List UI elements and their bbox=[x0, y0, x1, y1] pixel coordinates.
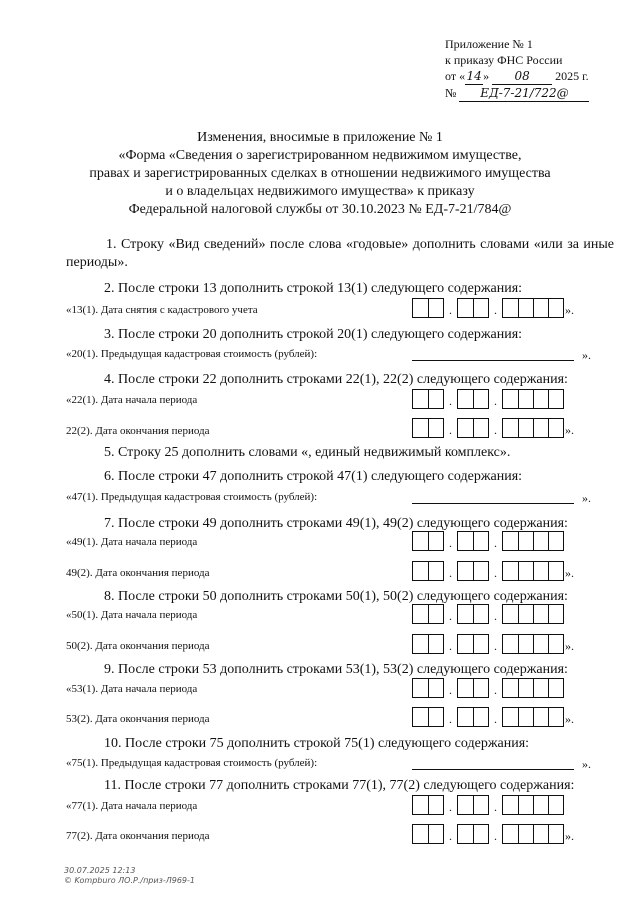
date-boxes-13-1: . . ». bbox=[412, 298, 574, 318]
date-boxes-50-1: . . bbox=[412, 604, 564, 624]
month-cells bbox=[457, 298, 489, 318]
item-7: 7. После строки 49 дополнить строками 49(1), 49(2) следующего содержания: bbox=[104, 516, 568, 531]
order-number: ЕД-7-21/722@ bbox=[459, 85, 589, 102]
item-10: 10. После строки 75 дополнить строкой 75(1) следующего содержания: bbox=[104, 736, 530, 751]
date-month: 08 bbox=[492, 68, 552, 85]
print-footer bbox=[64, 866, 195, 886]
title-line: Федеральной налоговой службы от 30.10.2023 № ЕД-7-21/784@ bbox=[128, 202, 512, 217]
field-label-49-1: «49(1). Дата начала периода bbox=[66, 536, 198, 548]
field-label-77-1: «77(1). Дата начала периода bbox=[66, 800, 198, 812]
item-1: 1. Строку «Вид сведений» после слова «годовые» дополнить словами «или за иные периоды». bbox=[66, 237, 614, 270]
year-cells bbox=[502, 298, 564, 318]
day-cells bbox=[412, 298, 444, 318]
date-boxes-77-1: . . bbox=[412, 795, 564, 815]
item-3: 3. После строки 20 дополнить строкой 20(1) следующего содержания: bbox=[104, 327, 523, 342]
date-prefix: от « bbox=[445, 69, 466, 83]
date-year: 2025 г. bbox=[555, 69, 589, 83]
value-line-75-1 bbox=[412, 757, 574, 770]
end-mark: ». bbox=[582, 348, 591, 362]
field-label-50-1: «50(1). Дата начала периода bbox=[66, 609, 198, 621]
field-label-20-1: «20(1). Предыдущая кадастровая стоимость (рублей): bbox=[66, 348, 318, 360]
date-boxes-77-2: . . ». bbox=[412, 824, 574, 844]
appendix-header bbox=[445, 36, 589, 102]
number-prefix: № bbox=[445, 86, 457, 100]
title-line: «Форма «Сведения о зарегистрированном недвижимом имуществе, bbox=[118, 148, 522, 163]
field-label-13-1: «13(1). Дата снятия с кадастрового учета bbox=[66, 304, 258, 316]
date-boxes-22-2: . . ». bbox=[412, 418, 574, 438]
field-label-53-1: «53(1). Дата начала периода bbox=[66, 683, 198, 695]
field-label-47-1: «47(1). Предыдущая кадастровая стоимость (рублей): bbox=[66, 491, 318, 503]
field-label-22-2: 22(2). Дата окончания периода bbox=[66, 425, 210, 437]
date-boxes-50-2: . . ». bbox=[412, 634, 574, 654]
appendix-order: к приказу ФНС России bbox=[445, 53, 563, 67]
item-9: 9. После строки 53 дополнить строками 53(1), 53(2) следующего содержания: bbox=[104, 662, 568, 677]
date-mid: » bbox=[483, 69, 490, 83]
footer-timestamp: 30.07.2025 12:13 bbox=[64, 866, 136, 875]
appendix-number bbox=[445, 85, 589, 102]
document-title bbox=[60, 129, 580, 219]
date-boxes-22-1: . . bbox=[412, 389, 564, 409]
date-day: 14 bbox=[466, 69, 482, 83]
date-boxes-53-2: . . ». bbox=[412, 707, 574, 727]
date-boxes-49-2: . . ». bbox=[412, 561, 574, 581]
field-label-49-2: 49(2). Дата окончания периода bbox=[66, 567, 210, 579]
value-line-47-1 bbox=[412, 491, 574, 504]
value-line-20-1 bbox=[412, 348, 574, 361]
item-8: 8. После строки 50 дополнить строками 50(1), 50(2) следующего содержания: bbox=[104, 589, 568, 604]
appendix-date bbox=[445, 68, 589, 85]
item-4: 4. После строки 22 дополнить строками 22(1), 22(2) следующего содержания: bbox=[104, 372, 568, 387]
field-label-53-2: 53(2). Дата окончания периода bbox=[66, 713, 210, 725]
item-6: 6. После строки 47 дополнить строкой 47(1) следующего содержания: bbox=[104, 469, 523, 484]
title-line: Изменения, вносимые в приложение № 1 bbox=[197, 130, 443, 145]
title-line: и о владельцах недвижимого имущества» к приказу bbox=[165, 184, 475, 199]
field-label-75-1: «75(1). Предыдущая кадастровая стоимость (рублей): bbox=[66, 757, 318, 769]
field-label-50-2: 50(2). Дата окончания периода bbox=[66, 640, 210, 652]
end-mark: ». bbox=[582, 491, 591, 505]
title-line: правах и зарегистрированных сделках в отношении недвижимого имущества bbox=[89, 166, 551, 181]
field-label-77-2: 77(2). Дата окончания периода bbox=[66, 830, 210, 842]
date-boxes-49-1: . . bbox=[412, 531, 564, 551]
item-11: 11. После строки 77 дополнить строками 77(1), 77(2) следующего содержания: bbox=[104, 778, 575, 793]
field-label-22-1: «22(1). Дата начала периода bbox=[66, 394, 198, 406]
item-5: 5. Строку 25 дополнить словами «, единый недвижимый комплекс». bbox=[104, 445, 511, 460]
item-2: 2. После строки 13 дополнить строкой 13(1) следующего содержания: bbox=[104, 281, 523, 296]
date-boxes-53-1: . . bbox=[412, 678, 564, 698]
appendix-title: Приложение № 1 bbox=[445, 37, 533, 51]
end-mark: ». bbox=[582, 757, 591, 771]
footer-source: © Kompburo ЛО.Р./приз-Л969-1 bbox=[64, 876, 195, 885]
